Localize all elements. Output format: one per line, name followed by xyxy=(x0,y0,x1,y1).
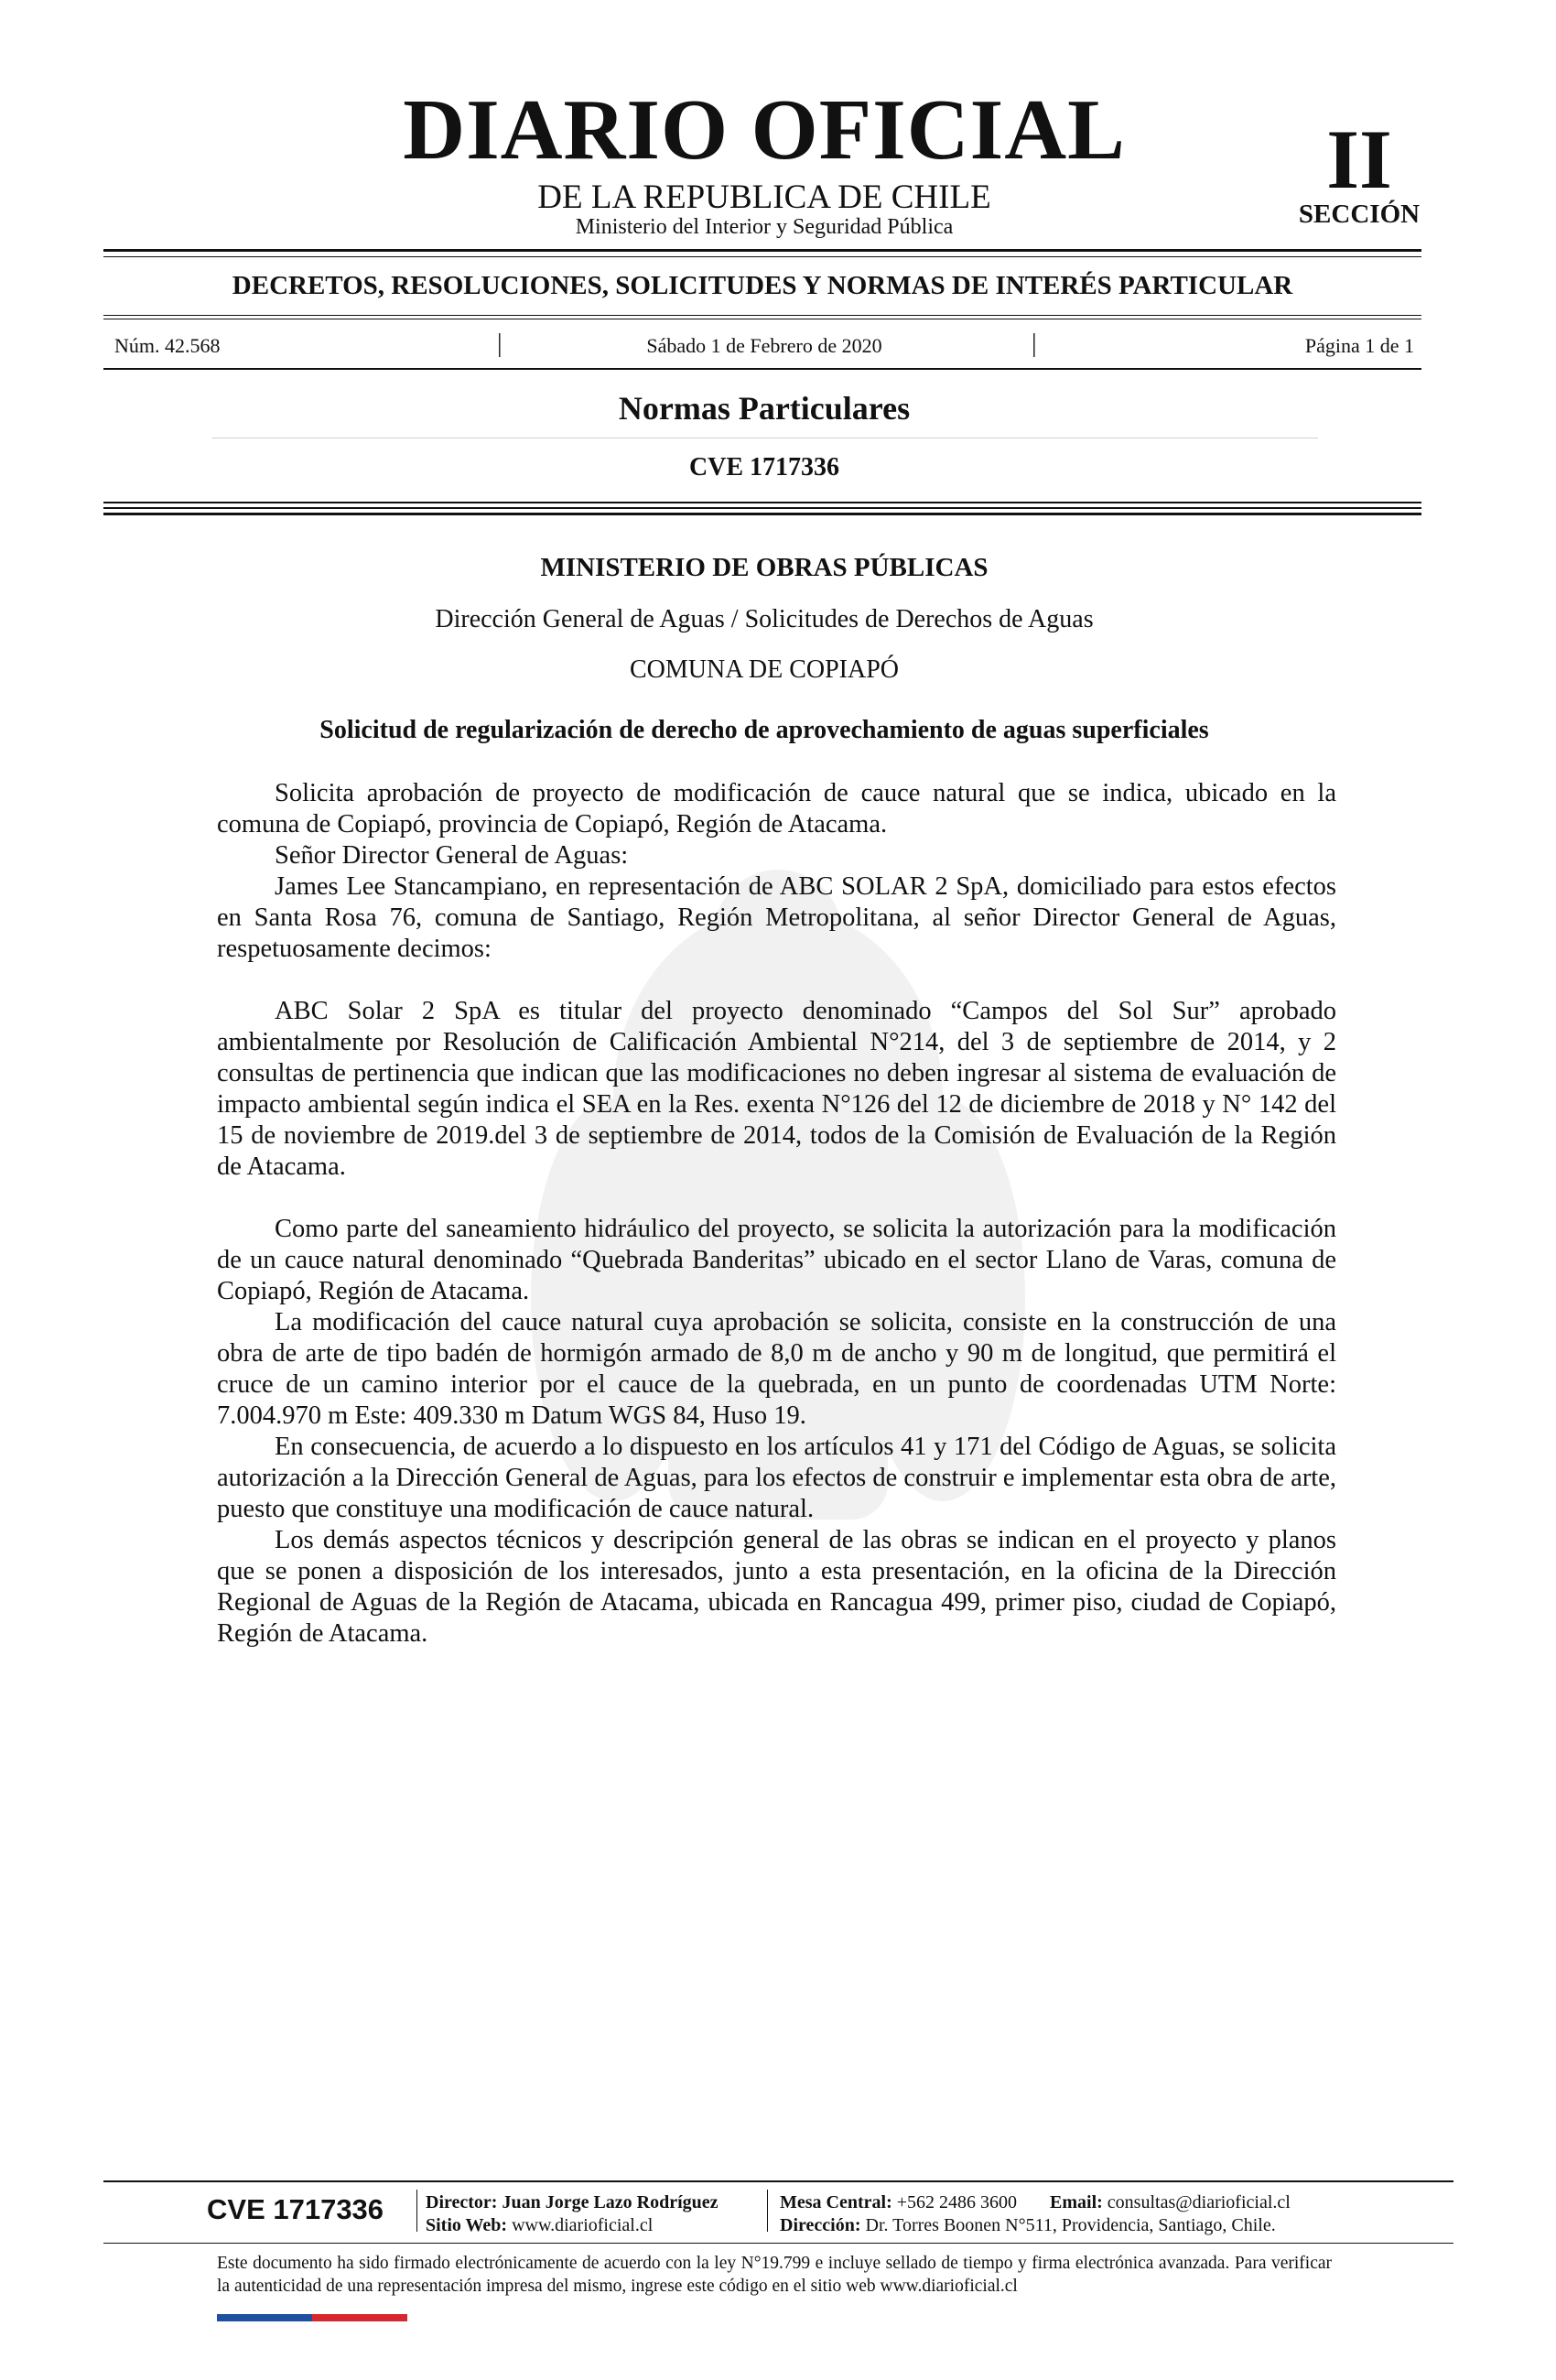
banner-rule-top xyxy=(103,315,1421,316)
meta-separator: | xyxy=(1032,330,1037,358)
header-rule-2 xyxy=(103,507,1421,509)
footer-divider xyxy=(416,2190,417,2232)
masthead-ministry: Ministerio del Interior y Seguridad Pública xyxy=(575,215,954,239)
email-label: Email: xyxy=(1050,2192,1103,2212)
footer-cve-code: CVE 1717336 xyxy=(207,2193,384,2225)
footer-editor-info xyxy=(426,2191,764,2237)
directorate: Dirección General de Aguas / Solicitudes de Derechos de Aguas xyxy=(435,605,1094,633)
director-label: Director: xyxy=(426,2192,498,2212)
masthead-subtitle: DE LA REPUBLICA DE CHILE xyxy=(537,178,991,216)
section-number: II xyxy=(1326,113,1392,206)
site-label: Sitio Web: xyxy=(426,2215,508,2235)
body-paragraph: Como parte del saneamiento hidráulico del proyecto, se solicita la autorización para la modificación de un cauce natural denominado “Quebrada Banderitas” ubicado en el sector Llano de Varas, comuna de Copiapó, Región de Atacama. xyxy=(217,1215,1336,1305)
signature-notice: Este documento ha sido firmado electrónicamente de acuerdo con la ley N°19.799 e incluye sellado de tiempo y firma electrónica avanzada. Para verificar la autenticidad de una representación impresa del mismo, ingrese este código en el sitio web www.diarioficial.cl xyxy=(217,2254,1332,2296)
meta-rule xyxy=(103,368,1421,370)
document-subject: Solicitud de regularización de derecho de aprovechamiento de aguas superficiales xyxy=(319,716,1209,744)
body-paragraph: En consecuencia, de acuerdo a lo dispuesto en los artículos 41 y 171 del Código de Aguas, se solicita autorización a la Dirección General de Aguas, para los efectos de construir e implementar esta obra de arte, puesto que constituye una modificación de cauce natural. xyxy=(217,1433,1336,1523)
masthead-rule-thin xyxy=(103,256,1421,257)
header-rule-1 xyxy=(103,502,1421,503)
commune: COMUNA DE COPIAPÓ xyxy=(629,655,900,684)
director-name: Juan Jorge Lazo Rodríguez xyxy=(502,2192,719,2212)
email-link[interactable]: consultas@diarioficial.cl xyxy=(1107,2192,1291,2212)
address-label: Dirección: xyxy=(780,2215,861,2235)
document-body xyxy=(217,778,1336,1650)
body-paragraph: Señor Director General de Aguas: xyxy=(275,841,629,870)
address: Dr. Torres Boonen N°511, Providencia, Santiago, Chile. xyxy=(865,2215,1276,2235)
header-rule-3 xyxy=(103,513,1421,515)
page-indicator: Página 1 de 1 xyxy=(1304,334,1414,357)
body-paragraph: Solicita aprobación de proyecto de modificación de cauce natural que se indica, ubicado en la comuna de Copiapó, provincia de Copiapó, Región de Atacama. xyxy=(217,779,1336,838)
section-banner: DECRETOS, RESOLUCIONES, SOLICITUDES Y NORMAS DE INTERÉS PARTICULAR xyxy=(232,271,1293,300)
masthead-rule-thick xyxy=(103,249,1421,252)
site-link[interactable]: www.diarioficial.cl xyxy=(512,2215,654,2235)
cve-code: CVE 1717336 xyxy=(688,453,840,481)
meta-separator: | xyxy=(497,330,502,358)
issue-number: Núm. 42.568 xyxy=(114,334,221,357)
section-label: SECCIÓN xyxy=(1298,200,1421,229)
footer-contact-info xyxy=(780,2191,1347,2237)
masthead-title: DIARIO OFICIAL xyxy=(403,82,1126,178)
footer-rule xyxy=(103,2180,1453,2182)
phone-label: Mesa Central: xyxy=(780,2192,892,2212)
body-paragraph: ABC Solar 2 SpA es titular del proyecto denominado “Campos del Sol Sur” aprobado ambientalmente por Resolución de Calificación Ambiental N°214, del 3 de septiembre de 2014, y 2 consultas de pertinencia que indican que las modificaciones no deben ingresar al sistema de evaluación de impacto ambiental según indica el SEA en la Res. exenta N°126 del 12 de diciembre de 2018 y N° 142 del 15 de noviembre de 2019.del 3 de septiembre de 2014, todos de la Comisión de Evaluación de la Región de Atacama. xyxy=(217,997,1336,1181)
phone-number: +562 2486 3600 xyxy=(896,2192,1018,2212)
flag-bar-red xyxy=(312,2314,407,2321)
footer-divider xyxy=(767,2190,768,2232)
issuing-ministry: MINISTERIO DE OBRAS PÚBLICAS xyxy=(540,553,989,582)
body-paragraph: Los demás aspectos técnicos y descripción general de las obras se indican en el proyecto y planos que se ponen a disposición de los interesados, junto a esta presentación, en la oficina de la Dirección Regional de Aguas de la Región de Atacama, ubicada en Rancagua 499, primer piso, ciudad de Copiapó, Región de Atacama. xyxy=(217,1526,1336,1648)
flag-bar-blue xyxy=(217,2314,312,2321)
footer-note-rule xyxy=(103,2243,1453,2244)
section-title: Normas Particulares xyxy=(618,390,911,427)
body-paragraph: La modificación del cauce natural cuya aprobación se solicita, consiste en la construcción de una obra de arte de tipo badén de hormigón armado de 8,0 m de ancho y 90 m de longitud, que permitirá el cruce de un camino interior por el cauce de la quebrada, en un punto de coordenadas UTM Norte: 7.004.970 m Este: 409.330 m Datum WGS 84, Huso 19. xyxy=(217,1308,1336,1430)
issue-date: Sábado 1 de Febrero de 2020 xyxy=(646,334,882,357)
body-paragraph: James Lee Stancampiano, en representación de ABC SOLAR 2 SpA, domiciliado para estos efectos en Santa Rosa 76, comuna de Santiago, Región Metropolitana, al señor Director General de Aguas, respetuosamente decimos: xyxy=(217,872,1336,963)
